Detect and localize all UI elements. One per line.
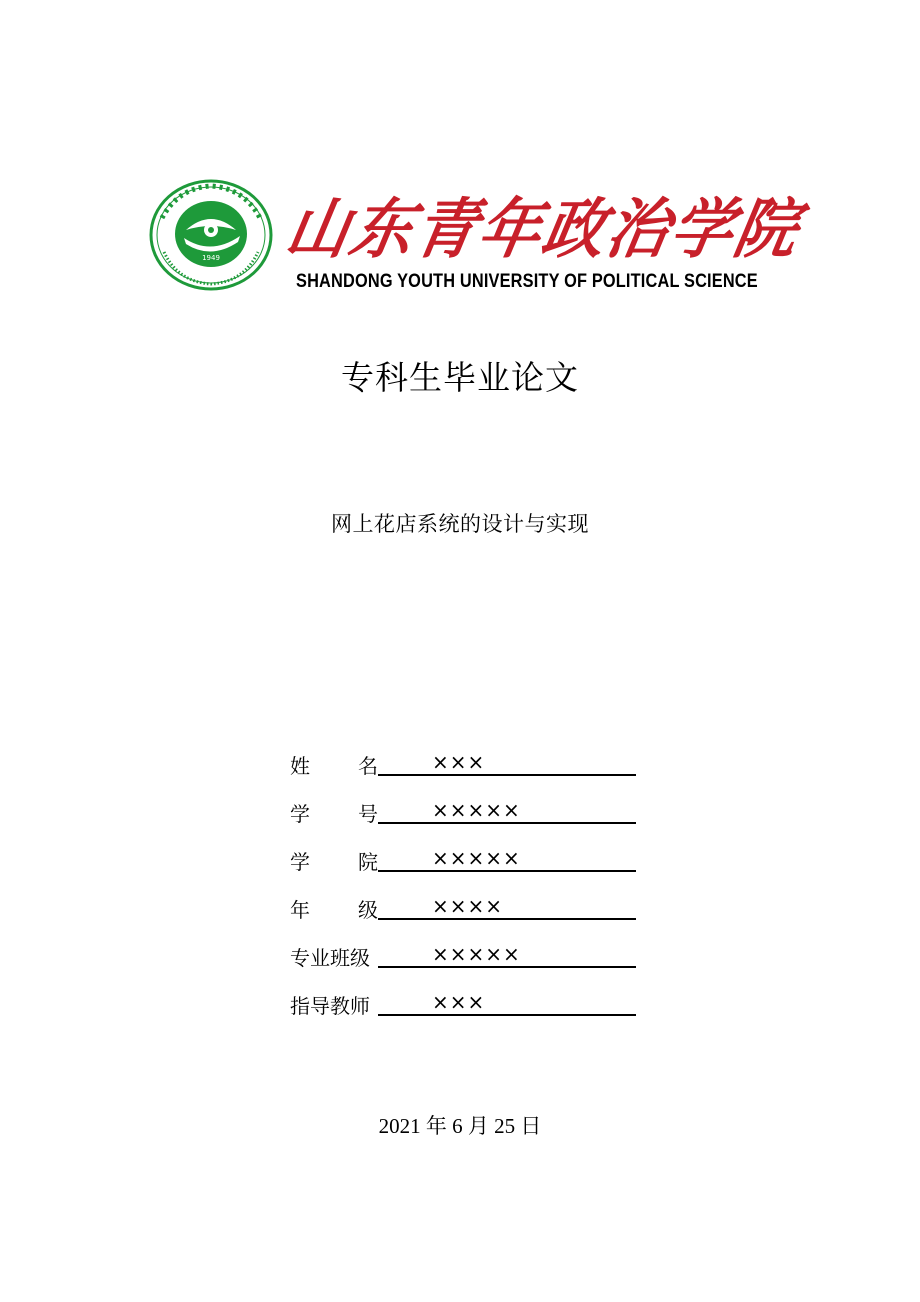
underline <box>378 774 636 776</box>
info-label: 学 号 <box>290 802 378 826</box>
underline <box>378 918 636 920</box>
calligraphy-char: 年 <box>472 189 550 267</box>
info-value: ×××× <box>432 894 504 918</box>
info-value: ××××× <box>432 942 521 966</box>
info-value: ××× <box>432 990 486 1014</box>
info-row-grade <box>290 890 650 938</box>
calligraphy-char: 政 <box>536 189 614 267</box>
info-label: 学 院 <box>290 850 378 874</box>
info-row-advisor <box>290 986 650 1034</box>
calligraphy-char: 青 <box>408 189 486 267</box>
underline <box>378 822 636 824</box>
university-name-english: SHANDONG YOUTH UNIVERSITY OF POLITICAL SCIENCE <box>296 271 758 292</box>
document-type-heading: 专科生毕业论文 <box>341 358 579 397</box>
underline <box>378 1014 636 1016</box>
info-label: 年 级 <box>290 898 378 922</box>
underline <box>378 870 636 872</box>
info-row-major-class <box>290 938 650 986</box>
university-name-calligraphy <box>280 178 806 268</box>
info-label: 专业班级 <box>290 946 370 970</box>
info-value: ××××× <box>432 846 521 870</box>
info-row-student-id <box>290 794 650 842</box>
info-row-college <box>290 842 650 890</box>
university-seal-logo <box>148 178 274 292</box>
calligraphy-char: 学 <box>664 189 742 267</box>
info-value: ××××× <box>432 798 521 822</box>
underline <box>378 966 636 968</box>
info-value: ××× <box>432 750 486 774</box>
thesis-title: 网上花店系统的设计与实现 <box>331 512 589 536</box>
info-label: 姓 名 <box>290 754 378 778</box>
student-info-block <box>290 746 650 1034</box>
calligraphy-char: 治 <box>600 189 678 267</box>
seal-year: 1949 <box>202 254 220 262</box>
submission-date: 2021 年 6 月 25 日 <box>378 1114 542 1138</box>
info-label: 指导教师 <box>290 994 370 1018</box>
calligraphy-char: 山 <box>280 189 358 267</box>
calligraphy-char: 东 <box>344 189 422 267</box>
calligraphy-char: 院 <box>728 189 806 267</box>
info-row-name <box>290 746 650 794</box>
